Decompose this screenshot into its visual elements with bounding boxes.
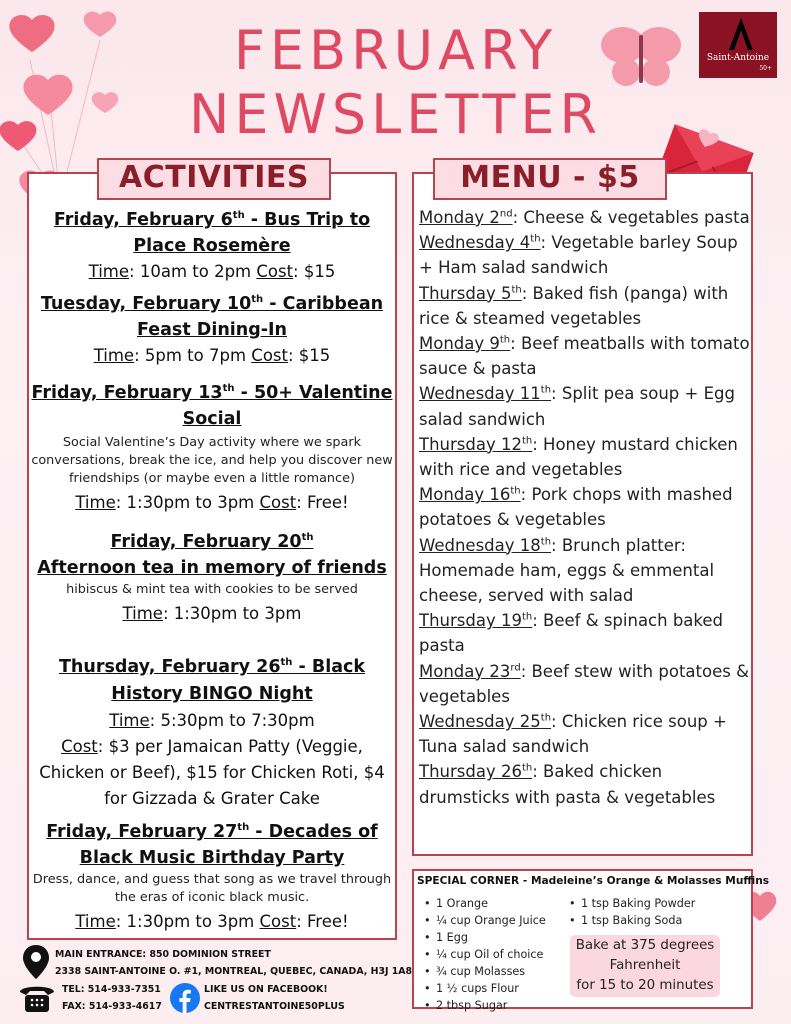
newsletter-title-line1: FEBRUARY [233, 19, 558, 82]
activity-description: Dress, dance, and guess that song as we travel through the eras of iconic black music. [32, 872, 392, 905]
activity-title: Friday, February 20th [110, 532, 314, 552]
menu-item: Wednesday 25th: Chicken rice soup + Tuna salad sandwich [419, 712, 727, 757]
ingredient-item: • 1 ½ cups Flour [424, 980, 546, 997]
location-pin-icon [22, 944, 50, 980]
special-corner-box [412, 869, 770, 1012]
activity-item [29, 207, 395, 285]
menu-item: Monday 23rd: Beef stew with potatoes & vegetables [419, 661, 749, 706]
activity-title-line2: Afternoon tea in memory of friends [37, 558, 387, 578]
ingredient-item: • 1 Egg [424, 929, 546, 946]
menu-item: Thursday 26th: Baked chicken drumsticks with pasta & vegetables [419, 762, 716, 807]
telephone-icon [18, 982, 56, 1014]
menu-list [419, 205, 753, 810]
menu-item: Wednesday 11th: Split pea soup + Egg salad sandwich [419, 384, 735, 429]
activity-time-cost: Time: 5pm to 7pm Cost: $15 [93, 346, 331, 365]
menu-item: Wednesday 18th: Brunch platter: Homemade ham, eggs & emmental cheese, served with salad [419, 535, 715, 606]
facebook-block: LIKE US ON FACEBOOK! CENTRESTANTOINE50PLUS [204, 984, 345, 1012]
menu-header: MENU - $5 [433, 158, 667, 200]
menu-item: Monday 2nd: Cheese & vegetables pasta [419, 208, 750, 227]
address-block: MAIN ENTRANCE: 850 DOMINION STREET 2338 SAINT-ANTOINE O. #1, MONTREAL, QUEBEC, CANADA, H3J 1A8 [55, 949, 413, 977]
activity-item [29, 380, 395, 516]
logo-text: Saint-Antoine [706, 53, 770, 63]
activity-title: Friday, February 13th - 50+ Valentine Social [31, 383, 393, 429]
ingredient-item: • 1 tsp Baking Soda [569, 912, 695, 929]
ingredient-item: • 1 tsp Baking Powder [569, 895, 695, 912]
activity-title: Tuesday, February 10th - Caribbean Feast Dining-In [40, 294, 384, 340]
newsletter-title-line2: NEWSLETTER [188, 83, 603, 146]
facebook-icon [170, 983, 200, 1013]
activity-title: Friday, February 27th - Decades of Black Music Birthday Party [46, 822, 378, 868]
activity-description: Social Valentine’s Day activity where we spark conversations, break the ice, and help you discover new friendships (or maybe even a little romance) [31, 435, 393, 486]
activity-item [29, 654, 395, 812]
menu-item: Wednesday 4th: Vegetable barley Soup + Ham salad sandwich [419, 233, 738, 278]
ingredient-item: • ¼ cup Oil of choice [424, 946, 546, 963]
activity-title: Friday, February 6th - Bus Trip to Place Rosemère [53, 210, 371, 256]
activity-time-cost: Time: 10am to 2pm Cost: $15 [88, 262, 336, 281]
menu-item: Monday 9th: Beef meatballs with tomato sauce & pasta [419, 334, 750, 379]
special-corner-title: SPECIAL CORNER - Madeleine’s Orange & Molasses Muffins [417, 875, 770, 887]
activity-time: Time: 1:30pm to 3pm [122, 604, 302, 623]
menu-item: Thursday 12th: Honey mustard chicken with rice and vegetables [419, 434, 738, 480]
phone-fax-block: TEL: 514-933-7351 FAX: 514-933-4617 [62, 984, 162, 1012]
logo-sub: 50+ [759, 65, 772, 72]
activity-description: hibiscus & mint tea with cookies to be served [66, 582, 358, 597]
ingredient-item: • ¼ cup Orange Juice [424, 912, 546, 929]
ingredient-item: • ¾ cup Molasses [424, 963, 546, 980]
activity-item [29, 291, 395, 369]
saint-antoine-logo [699, 12, 777, 78]
ingredient-list-2 [569, 895, 695, 929]
activity-item [29, 819, 395, 935]
activity-time-cost: Time: 1:30pm to 3pm Cost: Free! [75, 912, 349, 931]
activity-title: Thursday, February 26th - Black History BINGO Night [58, 657, 366, 704]
menu-item: Thursday 19th: Beef & spinach baked pasta [419, 611, 723, 656]
activity-time: Time: 5:30pm to 7:30pm [109, 711, 315, 730]
ingredient-list-1 [424, 895, 546, 1014]
activities-header: ACTIVITIES [97, 158, 331, 200]
ingredient-item: • 2 tbsp Sugar [424, 997, 546, 1014]
activity-time-cost: Time: 1:30pm to 3pm Cost: Free! [75, 493, 349, 512]
bake-instructions: Bake at 375 degrees Fahrenheit for 15 to 20 minutes [570, 935, 720, 997]
menu-item: Thursday 5th: Baked fish (panga) with rice & steamed vegetables [419, 283, 729, 328]
activity-item [29, 529, 395, 627]
activity-cost: Cost: $3 per Jamaican Patty (Veggie, Chicken or Beef), $15 for Chicken Roti, $4 for Gizzada & Grater Cake [39, 737, 385, 808]
ingredient-item: • 1 Orange [424, 895, 546, 912]
menu-item: Monday 16th: Pork chops with mashed potatoes & vegetables [419, 485, 733, 530]
